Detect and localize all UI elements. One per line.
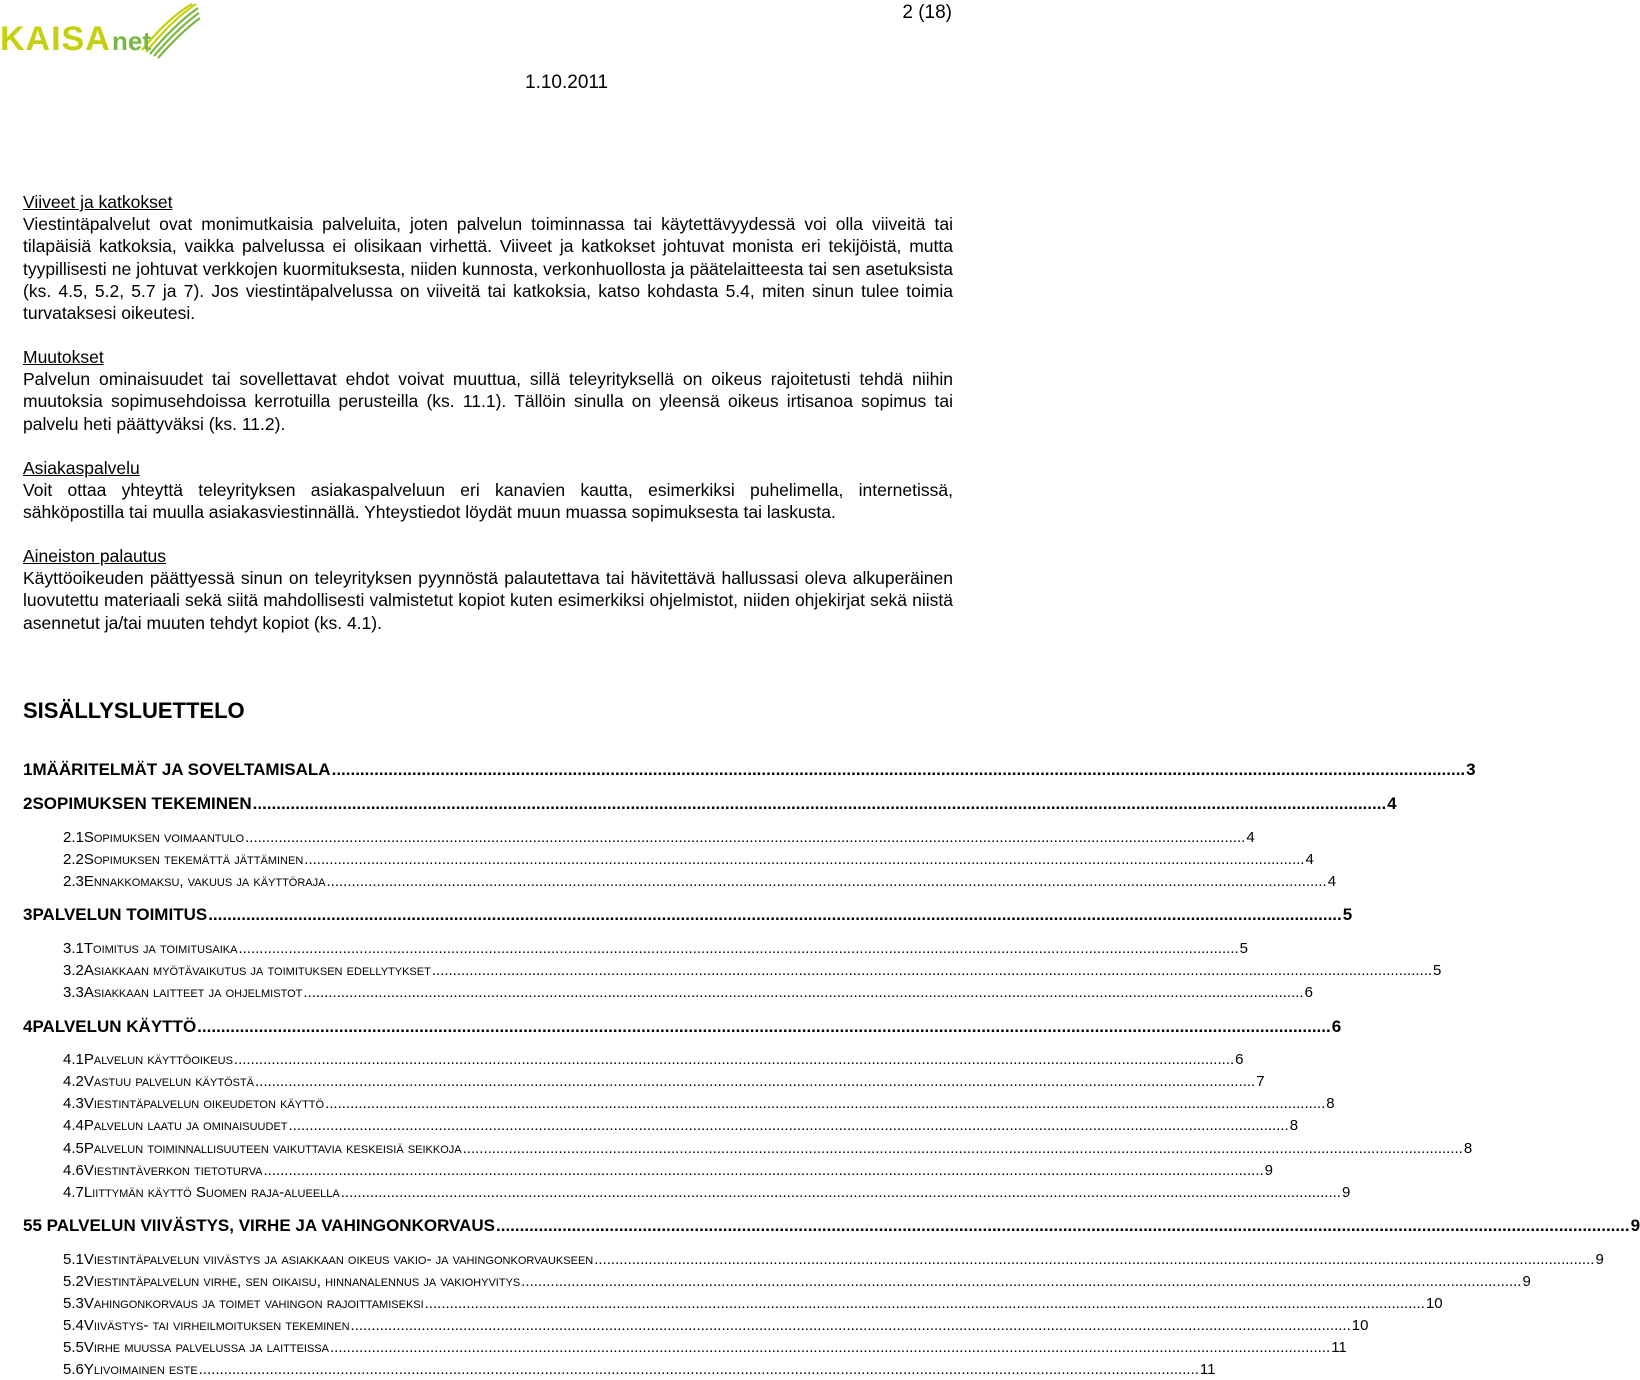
toc-entry-title: Viestintäverkon tietoturva	[83, 1162, 263, 1179]
toc-number: 2	[23, 794, 33, 813]
toc-number: 2.2	[63, 851, 84, 868]
section-asiakaspalvelu	[23, 457, 953, 524]
toc-entry[interactable]	[23, 794, 1397, 814]
toc-entry-title: PALVELUN TOIMITUS	[32, 905, 208, 924]
toc-entry-title: Viestintäpalvelun oikeudeton käyttö	[83, 1095, 325, 1112]
section-body: Voit ottaa yhteyttä teleyrityksen asiakaspalveluun eri kanavien kautta, esimerkiksi puhelimella, internetissä, sähköpostilla tai muulla asiakasviestinnällä. Yhteystiedot löydät muun muassa sopimuksesta tai laskusta.	[23, 480, 953, 523]
toc-entry-title: Viestintäpalvelun viivästys ja asiakkaan oikeus vakio- ja vahingonkorvaukseen	[83, 1251, 594, 1268]
toc-page: 4	[1246, 829, 1255, 846]
toc-page: 4	[1387, 794, 1397, 813]
toc-number: 3.1	[63, 940, 84, 957]
toc-entry-title: Ennakkomaksu, vakuus ja käyttöraja	[83, 873, 326, 890]
toc-number: 4.3	[63, 1095, 84, 1112]
toc-entry[interactable]	[23, 1361, 1216, 1378]
document-date: 1.10.2011	[525, 72, 609, 93]
toc-entry[interactable]	[23, 984, 1313, 1001]
toc-page: 8	[1289, 1117, 1299, 1134]
toc-number: 5.1	[63, 1251, 84, 1268]
toc-entry-title: Sopimuksen tekemättä jättäminen	[83, 851, 304, 868]
toc-entry-title: Vastuu palvelun käytöstä	[83, 1073, 254, 1090]
toc-number: 3.3	[63, 984, 84, 1001]
toc-page: 10	[1425, 1295, 1443, 1312]
toc-page: 5	[1433, 962, 1442, 979]
toc-entry-title: PALVELUN KÄYTTÖ	[32, 1017, 197, 1036]
toc-page: 8	[1326, 1095, 1335, 1112]
toc-entry-title: Sopimuksen voimaantulo	[83, 829, 245, 846]
section-heading: Viiveet ja katkokset	[23, 192, 173, 212]
toc-entry[interactable]	[23, 760, 1476, 780]
logo-wordmark: KAISA	[0, 20, 111, 58]
toc-page: 6	[1235, 1051, 1244, 1068]
toc-page: 9	[1595, 1251, 1604, 1268]
toc-entry[interactable]	[23, 1073, 1265, 1090]
toc-number: 4.7	[63, 1184, 84, 1201]
toc-number: 5.3	[63, 1295, 84, 1312]
toc-entry[interactable]	[23, 873, 1337, 890]
section-heading: Muutokset	[23, 347, 104, 367]
toc-entry[interactable]	[23, 1184, 1351, 1201]
toc-number: 2.1	[63, 829, 84, 846]
toc-entry-title: Palvelun käyttöoikeus	[83, 1051, 233, 1068]
toc-entry[interactable]	[23, 1317, 1369, 1334]
toc-entry[interactable]	[23, 1140, 1473, 1157]
toc-entry-title: Ylivoimainen este	[83, 1361, 198, 1378]
toc-entry[interactable]	[23, 962, 1442, 979]
toc-entry-title: Virhe muussa palvelussa ja laitteissa	[83, 1339, 329, 1356]
toc-entry[interactable]	[23, 1017, 1342, 1037]
toc-number: 3.2	[63, 962, 84, 979]
toc-entry-title: Palvelun toiminnallisuuteen vaikuttavia keskeisiä seikkoja	[83, 1140, 462, 1157]
toc-page: 9	[1522, 1273, 1531, 1290]
toc-page: 9	[1341, 1184, 1351, 1201]
toc-entry[interactable]	[23, 1273, 1531, 1290]
toc-page: 9	[1264, 1162, 1273, 1179]
section-aineiston-palautus	[23, 545, 953, 634]
toc-entry-title: Liittymän käyttö Suomen raja-alueella	[83, 1184, 340, 1201]
toc-entry-title: Viestintäpalvelun virhe, sen oikaisu, hinnanalennus ja vakiohyvitys	[83, 1273, 521, 1290]
page-number: 2 (18)	[902, 2, 952, 23]
toc-number: 5.4	[63, 1317, 84, 1334]
toc-entry[interactable]	[23, 829, 1255, 846]
toc-title: SISÄLLYSLUETTELO	[23, 698, 245, 723]
toc-number: 5	[23, 1216, 33, 1235]
toc-page: 6	[1331, 1017, 1342, 1036]
toc-number: 3	[23, 905, 33, 924]
section-body: Viestintäpalvelut ovat monimutkaisia palveluita, joten palvelun toiminnassa tai käytettävyydessä voi olla viiveitä tai tilapäisiä katkoksia, vaikka palvelussa ei olisikaan virhettä. Viiveet ja katkokset johtuvat monista eri tekijöistä, mutta tyypillisesti ne johtuvat verkkojen kuormituksesta, niiden kunnosta, verkonhuollosta ja päätelaitteesta tai sen asetuksista (ks. 4.5, 5.2, 5.7 ja 7). Jos viestintäpalvelussa on viiveitä tai katkoksia, katso kohdasta 5.4, miten sinun tulee toimia turvataksesi oikeutesi.	[23, 214, 953, 324]
toc-entry-title: MÄÄRITELMÄT JA SOVELTAMISALA	[32, 760, 331, 779]
toc-entry-title: Asiakkaan myötävaikutus ja toimituksen edellytykset	[83, 962, 431, 979]
toc-entry-title: Vahingonkorvaus ja toimet vahingon rajoittamiseksi	[83, 1295, 424, 1312]
toc-number: 1	[23, 760, 33, 779]
toc-page: 4	[1327, 873, 1337, 890]
toc-entry-title: Toimitus ja toimitusaika	[83, 940, 238, 957]
toc-page: 6	[1304, 984, 1313, 1001]
toc-entry-title: Viivästys- tai virheilmoituksen tekeminen	[83, 1317, 350, 1334]
toc-page: 11	[1331, 1339, 1347, 1356]
toc-page: 5	[1239, 940, 1248, 957]
toc-number: 5.2	[63, 1273, 84, 1290]
toc-number: 4.1	[63, 1051, 84, 1068]
kaisanet-logo	[0, 4, 200, 64]
toc-entry-title: Asiakkaan laitteet ja ohjelmistot	[83, 984, 303, 1001]
section-body: Palvelun ominaisuudet tai sovellettavat ehdot voivat muuttua, sillä teleyrityksellä on oikeus rajoitetusti tehdä niihin muutoksia sopimusehdoissa kerrotuilla perusteilla (ks. 11.1). Tällöin sinulla on yleensä oikeus irtisanoa sopimus tai palvelu heti päättyväksi (ks. 11.2).	[23, 369, 953, 434]
toc-page: 3	[1466, 760, 1476, 779]
toc-number: 4.4	[63, 1117, 84, 1134]
toc-number: 4.2	[63, 1073, 84, 1090]
toc-entry[interactable]	[23, 940, 1248, 957]
section-viiveet	[23, 191, 953, 324]
toc-entry[interactable]	[23, 905, 1353, 925]
toc-page: 11	[1199, 1361, 1216, 1378]
toc-entry[interactable]	[23, 1162, 1273, 1179]
toc-entry-title: Palvelun laatu ja ominaisuudet	[83, 1117, 288, 1134]
toc-entry[interactable]	[23, 1251, 1604, 1268]
toc-entry[interactable]	[23, 1295, 1443, 1312]
toc-entry[interactable]	[23, 1216, 1640, 1236]
section-muutokset	[23, 346, 953, 435]
toc-number: 5.5	[63, 1339, 84, 1356]
section-heading: Aineiston palautus	[23, 546, 167, 566]
toc-page: 7	[1256, 1073, 1265, 1090]
section-heading: Asiakaspalvelu	[23, 458, 140, 478]
toc-number: 2.3	[63, 873, 84, 890]
toc-page: 10	[1351, 1317, 1369, 1334]
toc-entry[interactable]	[23, 1117, 1299, 1134]
toc-page: 9	[1630, 1216, 1640, 1235]
section-body: Käyttöoikeuden päättyessä sinun on teleyrityksen pyynnöstä palautettava tai hävitettävä hallussasi oleva alkuperäinen luovutettu materiaali sekä siitä mahdollisesti valmistetut kopiot kuten esimerkiksi ohjelmistot, niiden ohjekirjat sekä niistä asennetut ja/tai muuten tehdyt kopiot (ks. 4.1).	[23, 568, 953, 633]
toc-number: 4.5	[63, 1140, 84, 1157]
svg-text:net: net	[112, 26, 151, 56]
toc-entry[interactable]	[23, 1339, 1347, 1356]
toc-number: 5.6	[63, 1361, 84, 1378]
toc-entry[interactable]	[23, 1051, 1244, 1068]
toc-page: 5	[1342, 905, 1353, 924]
toc-number: 4.6	[63, 1162, 84, 1179]
toc-entry[interactable]	[23, 1095, 1335, 1112]
toc-page: 8	[1463, 1140, 1473, 1157]
toc-number: 4	[23, 1017, 33, 1036]
toc-entry-title: SOPIMUKSEN TEKEMINEN	[32, 794, 252, 813]
toc-page: 4	[1305, 851, 1314, 868]
toc-entry[interactable]	[23, 851, 1314, 868]
toc-entry-title: 5 PALVELUN VIIVÄSTYS, VIRHE JA VAHINGONKORVAUS	[32, 1216, 496, 1235]
